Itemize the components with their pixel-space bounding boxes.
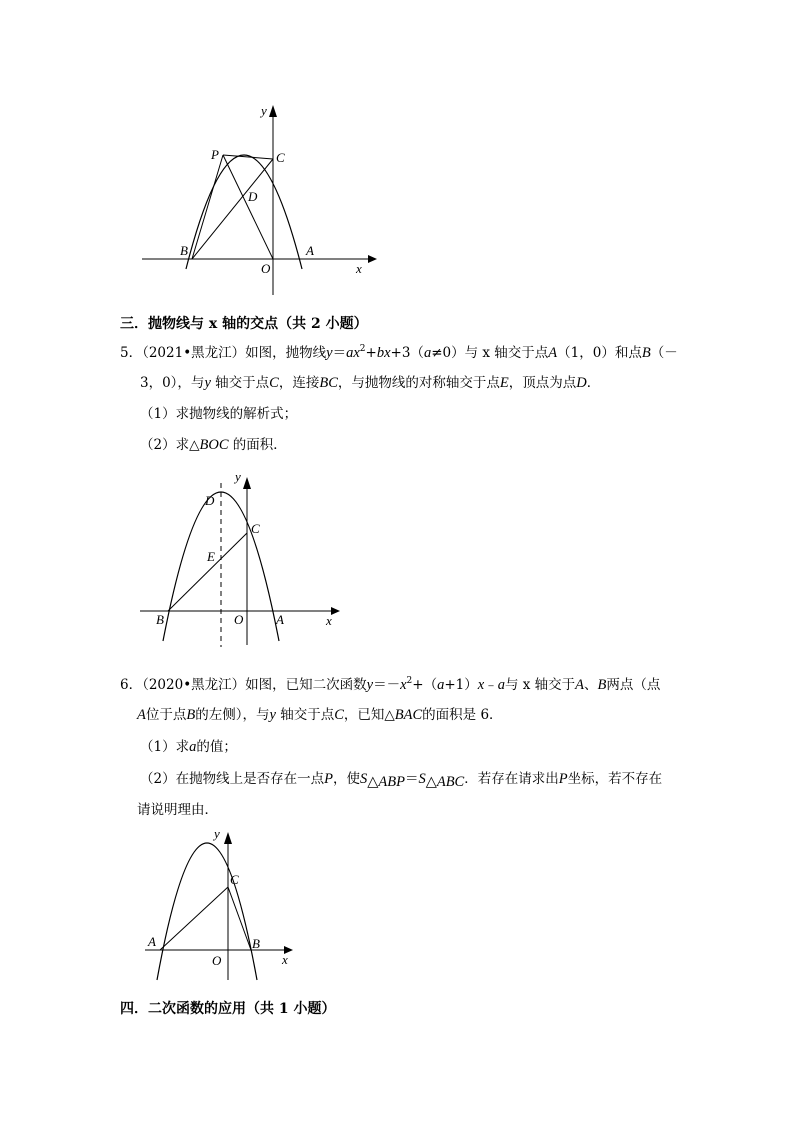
segment-PB bbox=[192, 155, 223, 259]
label-C: C bbox=[230, 872, 239, 887]
label-x: x bbox=[326, 613, 332, 628]
label-x: x bbox=[282, 952, 288, 967]
y-axis-arrow bbox=[269, 105, 277, 117]
y-axis-arrow bbox=[224, 832, 232, 844]
label-B: B bbox=[252, 936, 260, 951]
label-A: A bbox=[276, 612, 284, 627]
figure-3-parabola-diagram bbox=[140, 822, 300, 982]
segment-BC bbox=[168, 533, 247, 611]
q5-source: （2021•黑龙江） bbox=[142, 345, 246, 361]
label-D: D bbox=[205, 493, 215, 508]
figure-2-parabola-diagram bbox=[135, 465, 345, 660]
q6-line-3: 请说明理由． bbox=[137, 802, 218, 818]
q5-subquestion-2: （2）求△BOC 的面积． bbox=[140, 437, 287, 453]
q6-subquestion-1: （1）求a的值； bbox=[140, 739, 237, 755]
label-B: B bbox=[180, 243, 188, 258]
label-A: A bbox=[306, 243, 314, 258]
label-B: B bbox=[156, 612, 164, 627]
figure-1-parabola-diagram bbox=[130, 95, 380, 305]
y-axis-arrow bbox=[243, 477, 251, 489]
label-P: P bbox=[211, 147, 219, 162]
label-C: C bbox=[251, 521, 260, 536]
q6-line-2: A位于点B的左侧），与y 轴交于点C，已知△BAC的面积是 6． bbox=[137, 707, 503, 723]
x-axis-arrow bbox=[368, 255, 377, 263]
label-y: y bbox=[261, 103, 267, 118]
q5-line-2: 3，0），与y 轴交于点C，连接BC，与抛物线的对称轴交于点E，顶点为点D． bbox=[140, 375, 601, 391]
q6-subquestion-2: （2）在抛物线上是否存在一点P，使$S_{\triangle ABP}=S_{\triangle ABC}$．若存在请求出P坐标，若不存在 bbox=[140, 771, 663, 790]
q5-subquestion-1: （1）求抛物线的解析式； bbox=[140, 406, 298, 422]
q5-line-1: 5．（2021•黑龙江）如图，抛物线$y=ax^2+bx+3(a\ne 0)$与 x 轴交于点A（1，0）和点B（－ bbox=[120, 344, 678, 361]
section-4-heading: 四．二次函数的应用（共 1 小题） bbox=[120, 1001, 336, 1017]
label-E: E bbox=[207, 549, 215, 564]
segment-CB bbox=[228, 887, 251, 950]
parabola-curve bbox=[157, 843, 257, 980]
label-O: O bbox=[212, 953, 222, 968]
q6-line-1: 6．（2020•黑龙江）如图，已知二次函数$y=-x^2+(a+1)x﹣a$与 x 轴交于A、B两点（点 bbox=[120, 676, 661, 693]
label-y: y bbox=[235, 469, 241, 484]
x-axis-arrow bbox=[331, 607, 340, 615]
label-A: A bbox=[148, 934, 156, 949]
label-O: O bbox=[261, 261, 271, 276]
label-O: O bbox=[234, 612, 244, 627]
label-D: D bbox=[248, 189, 258, 204]
parabola-curve bbox=[186, 155, 302, 269]
section-3-heading: 三．抛物线与 x 轴的交点（共 2 小题） bbox=[120, 316, 368, 332]
q6-number: 6． bbox=[120, 677, 143, 693]
label-y: y bbox=[214, 826, 220, 841]
label-C: C bbox=[276, 150, 285, 165]
q5-number: 5． bbox=[120, 345, 143, 361]
q6-source: （2020•黑龙江） bbox=[142, 677, 246, 693]
label-x: x bbox=[356, 261, 362, 276]
